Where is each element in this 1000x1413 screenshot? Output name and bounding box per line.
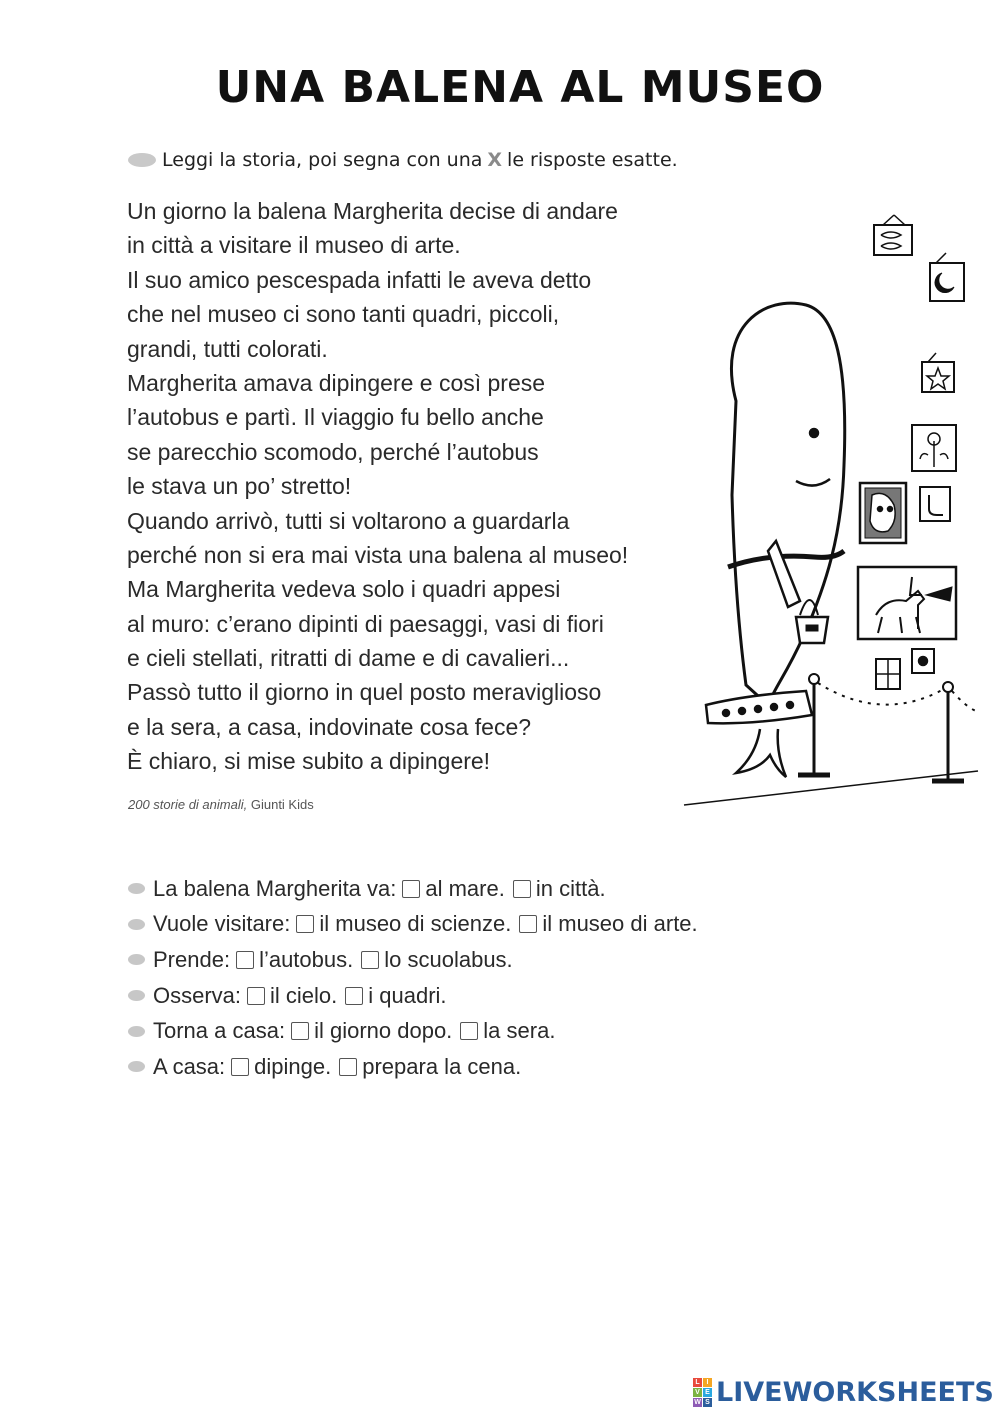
painting-fish xyxy=(874,215,912,255)
story-line: in città a visitare il museo di arte. xyxy=(127,232,461,259)
bullet-icon xyxy=(128,919,145,930)
answer-option[interactable] xyxy=(513,876,606,902)
question-row xyxy=(128,1049,706,1085)
logo-mark-cell: L xyxy=(693,1378,702,1387)
option-label: il giorno dopo. xyxy=(314,1018,453,1044)
option-label: in città. xyxy=(535,875,606,901)
instruction-text-after: le risposte esatte. xyxy=(507,149,678,171)
worksheet-title: UNA BALENA AL MUSEO xyxy=(215,62,825,113)
answer-option[interactable] xyxy=(361,947,512,973)
question-row xyxy=(128,907,706,943)
instruction xyxy=(128,149,678,171)
logo-mark-cell: W xyxy=(694,1399,701,1406)
liveworksheets-logo xyxy=(693,1377,994,1408)
story-line: È chiaro, si mise subito a dipingere! xyxy=(127,748,491,775)
question-row xyxy=(128,871,706,907)
logo-mark-icon xyxy=(693,1378,712,1407)
question-row xyxy=(128,942,706,978)
story-line: grandi, tutti colorati. xyxy=(127,335,328,362)
answer-option[interactable] xyxy=(231,1054,331,1080)
logo-mark-cell: I xyxy=(703,1378,712,1387)
bullet-icon xyxy=(128,954,145,965)
painting-horse-rider xyxy=(858,567,956,639)
question-label: La balena Margherita va: xyxy=(153,875,397,901)
question-list xyxy=(128,871,706,1085)
whale-margherita xyxy=(706,303,845,777)
story-line: che nel museo ci sono tanti quadri, piccoli, xyxy=(127,301,560,328)
question-row xyxy=(128,1013,706,1049)
checkbox[interactable] xyxy=(236,951,254,969)
checkbox[interactable] xyxy=(513,880,531,898)
painting-moon xyxy=(930,253,964,301)
option-label: dipinge. xyxy=(254,1053,332,1079)
checkbox[interactable] xyxy=(291,1022,309,1040)
bullet-icon xyxy=(128,883,145,894)
story-line: Un giorno la balena Margherita decise di andare xyxy=(127,198,618,224)
checkbox[interactable] xyxy=(361,951,379,969)
bullet-icon xyxy=(128,990,145,1001)
checkbox[interactable] xyxy=(519,915,537,933)
option-label: al mare. xyxy=(425,875,505,901)
checkbox[interactable] xyxy=(345,987,363,1005)
checkbox[interactable] xyxy=(402,880,420,898)
answer-option[interactable] xyxy=(345,983,446,1009)
source-publisher: Giunti Kids xyxy=(250,797,314,812)
speech-bubble-icon xyxy=(128,153,156,167)
option-label: il museo di arte. xyxy=(542,911,698,937)
story-line: e la sera, a casa, indovinate cosa fece? xyxy=(127,713,532,740)
checkbox[interactable] xyxy=(339,1058,357,1076)
option-label: la sera. xyxy=(483,1018,556,1044)
checkbox[interactable] xyxy=(231,1058,249,1076)
painting-star xyxy=(922,353,954,392)
story-line: Passò tutto il giorno in quel posto meraviglioso xyxy=(127,679,602,706)
painting-small xyxy=(912,649,934,673)
option-label: il cielo. xyxy=(270,982,338,1008)
answer-option[interactable] xyxy=(402,876,504,902)
x-mark: X xyxy=(487,149,503,171)
instruction-text-before: Leggi la storia, poi segna con una xyxy=(162,149,483,171)
option-label: lo scuolabus. xyxy=(384,946,513,972)
question-label: Prende: xyxy=(153,946,231,972)
story-text xyxy=(127,194,727,779)
option-label: l’autobus. xyxy=(259,946,354,972)
source-credit xyxy=(128,797,314,812)
bullet-icon xyxy=(128,1061,145,1072)
question-label: Vuole visitare: xyxy=(153,911,291,937)
story-line: Quando arrivò, tutti si voltarono a guardarla xyxy=(127,507,570,534)
painting-flower xyxy=(912,425,956,471)
source-book: 200 storie di animali, xyxy=(128,797,248,812)
logo-mark-cell: V xyxy=(693,1388,702,1397)
checkbox[interactable] xyxy=(296,915,314,933)
option-label: il museo di scienze. xyxy=(319,911,512,937)
rope-barrier xyxy=(684,674,978,805)
story-line: e cieli stellati, ritratti di dame e di cavalieri... xyxy=(127,645,570,672)
story-line: Il suo amico pescespada infatti le aveva detto xyxy=(127,266,592,293)
answer-option[interactable] xyxy=(247,983,337,1009)
question-label: Osserva: xyxy=(153,982,242,1008)
story-line: al muro: c’erano dipinti di paesaggi, vasi di fiori xyxy=(127,610,604,637)
logo-mark-cell: E xyxy=(703,1388,712,1397)
painting-sock xyxy=(920,487,950,521)
answer-option[interactable] xyxy=(519,911,697,937)
story-line: perché non si era mai vista una balena al museo! xyxy=(127,541,629,568)
answer-option[interactable] xyxy=(296,911,511,937)
story-line: se parecchio scomodo, perché l’autobus xyxy=(127,438,539,465)
option-label: i quadri. xyxy=(368,982,447,1008)
checkbox[interactable] xyxy=(247,987,265,1005)
question-label: Torna a casa: xyxy=(153,1018,286,1044)
story-line: Ma Margherita vedeva solo i quadri appesi xyxy=(127,576,561,603)
checkbox[interactable] xyxy=(460,1022,478,1040)
answer-option[interactable] xyxy=(236,947,353,973)
answer-option[interactable] xyxy=(460,1018,555,1044)
story-line: Margherita amava dipingere e così prese xyxy=(127,369,546,396)
painting-window xyxy=(876,659,900,689)
whale-museum-illustration xyxy=(676,205,986,830)
answer-option[interactable] xyxy=(339,1054,521,1080)
option-label: prepara la cena. xyxy=(362,1053,522,1079)
painting-face xyxy=(860,483,906,543)
question-row xyxy=(128,978,706,1014)
bullet-icon xyxy=(128,1026,145,1037)
answer-option[interactable] xyxy=(291,1018,452,1044)
story-line: l’autobus e partì. Il viaggio fu bello anche xyxy=(127,404,544,431)
story-line: le stava un po’ stretto! xyxy=(127,473,352,500)
logo-text: LIVEWORKSHEETS xyxy=(716,1377,994,1408)
question-label: A casa: xyxy=(153,1053,226,1079)
logo-mark-cell: S xyxy=(703,1398,712,1407)
